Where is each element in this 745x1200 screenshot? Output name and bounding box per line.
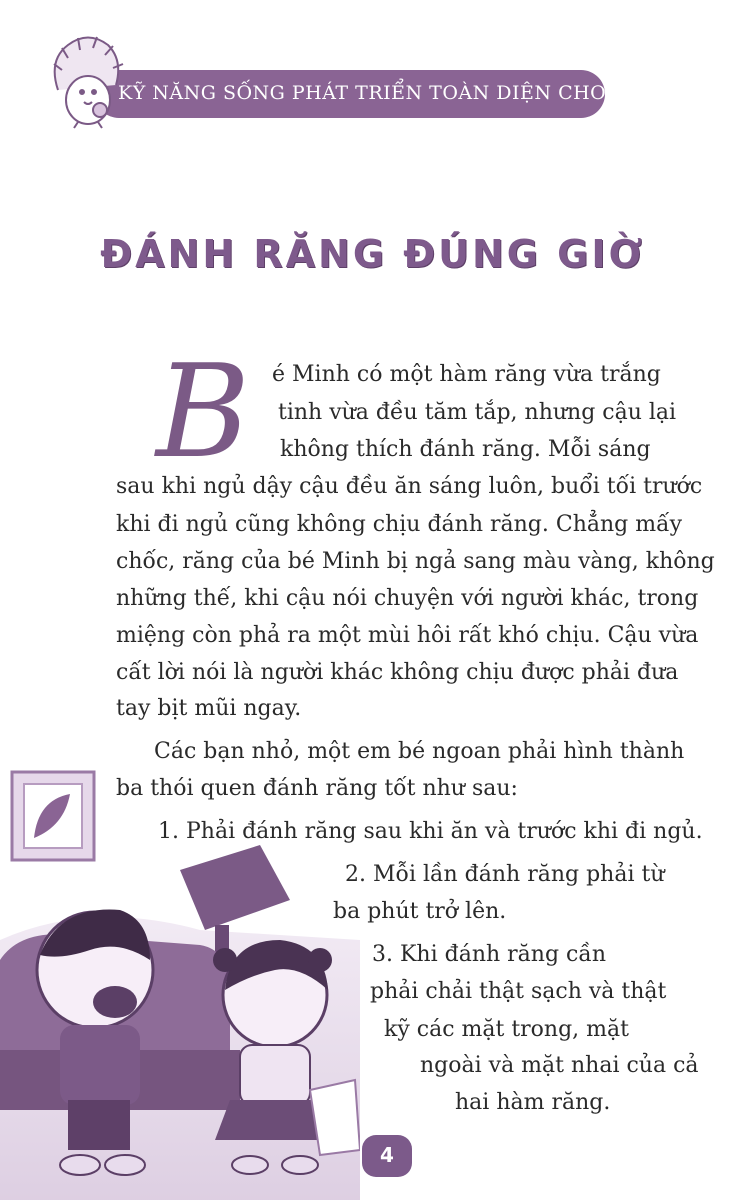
list-item-3-line-1: 3. Khi đánh răng cần [372,942,606,967]
paragraph2-line-1: Các bạn nhỏ, một em bé ngoan phải hình thành [154,739,685,764]
paragraph1-line-4: sau khi ngủ dậy cậu đều ăn sáng luôn, buổi tối trước [116,474,703,499]
list-item-3-line-4: ngoài và mặt nhai của cả [420,1053,699,1078]
dropcap [150,352,280,470]
list-item-1: 1. Phải đánh răng sau khi ăn và trước khi đi ngủ. [158,819,703,844]
paragraph1-line-10: tay bịt mũi ngay. [116,696,302,721]
paragraph1-line-5: khi đi ngủ cũng không chịu đánh răng. Chẳng mấy [116,512,683,537]
children-illustration [0,760,360,1200]
list-item-3-line-5: hai hàm răng. [455,1090,611,1115]
list-item-3-line-3: kỹ các mặt trong, mặt [384,1017,629,1042]
paragraph1-line-2: tinh vừa đều tăm tắp, nhưng cậu lại [278,400,677,425]
paragraph1-line-3: không thích đánh răng. Mỗi sáng [280,437,651,462]
hedgehog-icon [38,30,128,130]
paragraph1-line-8: miệng còn phả ra một mùi hôi rất khó chịu. Cậu vừa [116,623,699,648]
paragraph1-line-7: những thế, khi cậu nói chuyện với người khác, trong [116,586,699,611]
dropcap-letter: B [156,352,251,470]
page-number: 4 [380,1143,394,1167]
list-item-2-line-2: ba phút trở lên. [333,899,507,924]
header-title: KỸ NĂNG SỐNG PHÁT TRIỂN TOÀN DIỆN CHO TRẺ [118,82,656,104]
paragraph1-line-9: cất lời nói là người khác không chịu được phải đưa [116,660,679,685]
paragraph1-line-1: é Minh có một hàm răng vừa trắng [272,362,661,387]
list-item-3-line-2: phải chải thật sạch và thật [370,979,667,1004]
paragraph1-line-6: chốc, răng của bé Minh bị ngả sang màu vàng, không [116,549,715,574]
list-item-2-line-1: 2. Mỗi lần đánh răng phải từ [345,862,665,887]
paragraph2-line-2: ba thói quen đánh răng tốt như sau: [116,776,518,801]
page-title: ĐÁNH RĂNG ĐÚNG GIỜ [100,232,645,276]
